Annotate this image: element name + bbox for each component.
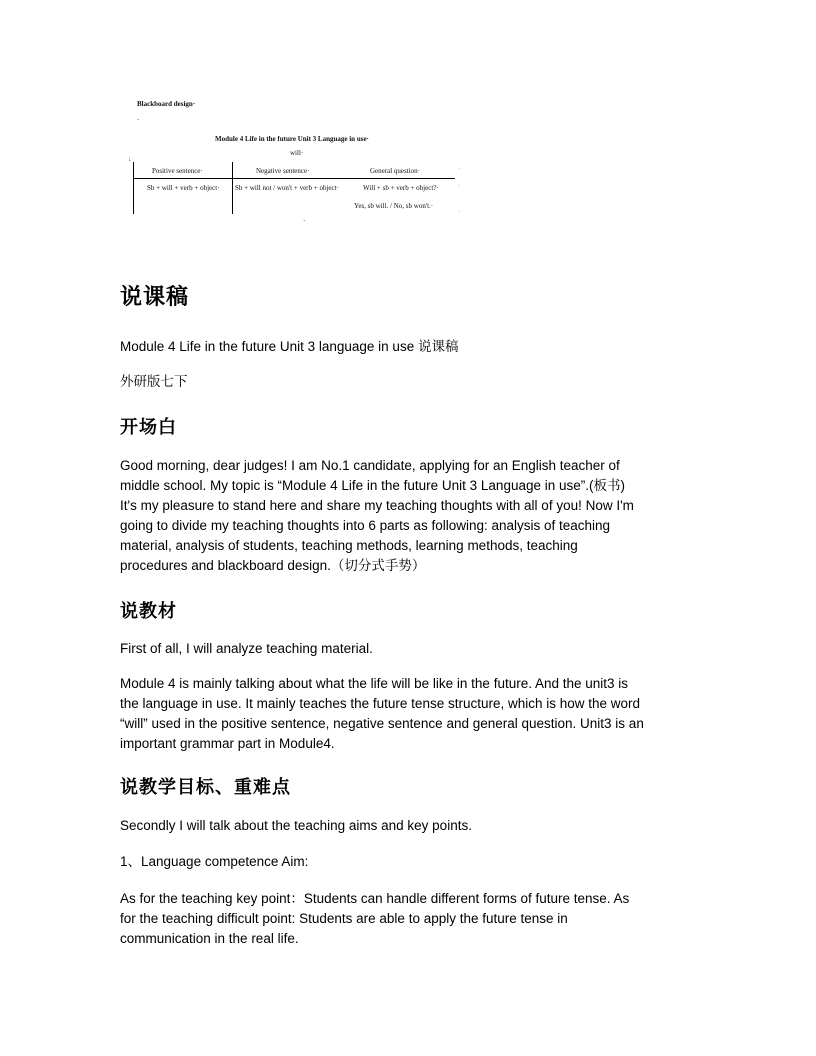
text-line: Good morning, dear judges! I am No.1 candidate, applying for an English teacher of <box>120 458 620 473</box>
section-heading-material: 说教材 <box>120 601 177 622</box>
section-heading-aims: 说教学目标、重难点 <box>120 777 291 798</box>
figure-caption: Blackboard design· <box>137 100 196 108</box>
text-line: “will” used in the positive sentence, negative sentence and general question. Unit3 is an <box>120 716 644 731</box>
text-line: for the teaching difficult point: Students are able to apply the future tense in <box>120 911 568 926</box>
header-positive: Positive sentence· <box>152 167 203 175</box>
figure-title: Module 4 Life in the future Unit 3 Language in use· <box>215 135 369 143</box>
table-middle-rule <box>232 162 233 214</box>
text-line: Module 4 is mainly talking about what the life will be like in the future. And the unit3 is <box>120 676 629 691</box>
text-line: going to divide my teaching thoughts into 6 parts as following: analysis of teaching <box>120 518 611 533</box>
text-line: material, analysis of students, teaching methods, learning methods, teaching <box>120 538 578 553</box>
aims-language-heading <box>120 852 700 872</box>
figure-subtitle: will· <box>290 149 304 157</box>
aims-paragraph <box>120 889 700 949</box>
arrow-down-icon: ↓ <box>128 155 132 163</box>
header-question: General question· <box>370 167 420 175</box>
cell-positive: Sb + will + verb + object· <box>147 184 220 192</box>
text-line: important grammar part in Module4. <box>120 736 335 751</box>
right-mark-3: · <box>458 209 460 215</box>
right-mark-1: · <box>458 166 460 172</box>
material-paragraph <box>120 674 700 754</box>
cell-negative: Sb + will not / won't + verb + object· <box>235 184 339 192</box>
text-line: middle school. My topic is “Module 4 Life in the future Unit 3 Language in use”.(板书) <box>120 478 625 493</box>
section-heading-opening: 开场白 <box>120 417 177 438</box>
header-negative: Negative sentence· <box>256 167 310 175</box>
cell-question: Will + sb + verb + object?· <box>363 184 439 192</box>
opening-paragraph <box>120 456 700 576</box>
subtitle-line: Module 4 Life in the future Unit 3 language in use 说课稿 <box>120 339 459 354</box>
blackboard-design-figure <box>120 96 470 226</box>
right-mark-2: · <box>458 183 460 189</box>
table-left-rule <box>133 162 134 214</box>
figure-small-mark: · <box>137 116 140 124</box>
table-header-rule <box>133 178 455 179</box>
text-line: the language in use. It mainly teaches the future tense structure, which is how the word <box>120 696 641 711</box>
text-line: communication in the real life. <box>120 931 299 946</box>
text-line: 1、Language competence Aim: <box>120 854 309 869</box>
aims-intro <box>120 816 700 836</box>
text-line: Secondly I will talk about the teaching aims and key points. <box>120 818 472 833</box>
text-line: First of all, I will analyze teaching material. <box>120 641 373 656</box>
text-line: As for the teaching key point：Students can handle different forms of future tense. As <box>120 891 630 906</box>
figure-bottom-mark: · <box>303 217 306 225</box>
page-title: 说课稿 <box>120 285 190 310</box>
edition-line: 外研版七下 <box>120 374 188 389</box>
text-line: procedures and blackboard design.（切分式手势） <box>120 558 426 573</box>
cell-answer: Yes, sb will. / No, sb won't.· <box>354 202 434 210</box>
text-line: It's my pleasure to stand here and share my teaching thoughts with all of you! Now I'm <box>120 498 634 513</box>
material-intro <box>120 639 700 659</box>
